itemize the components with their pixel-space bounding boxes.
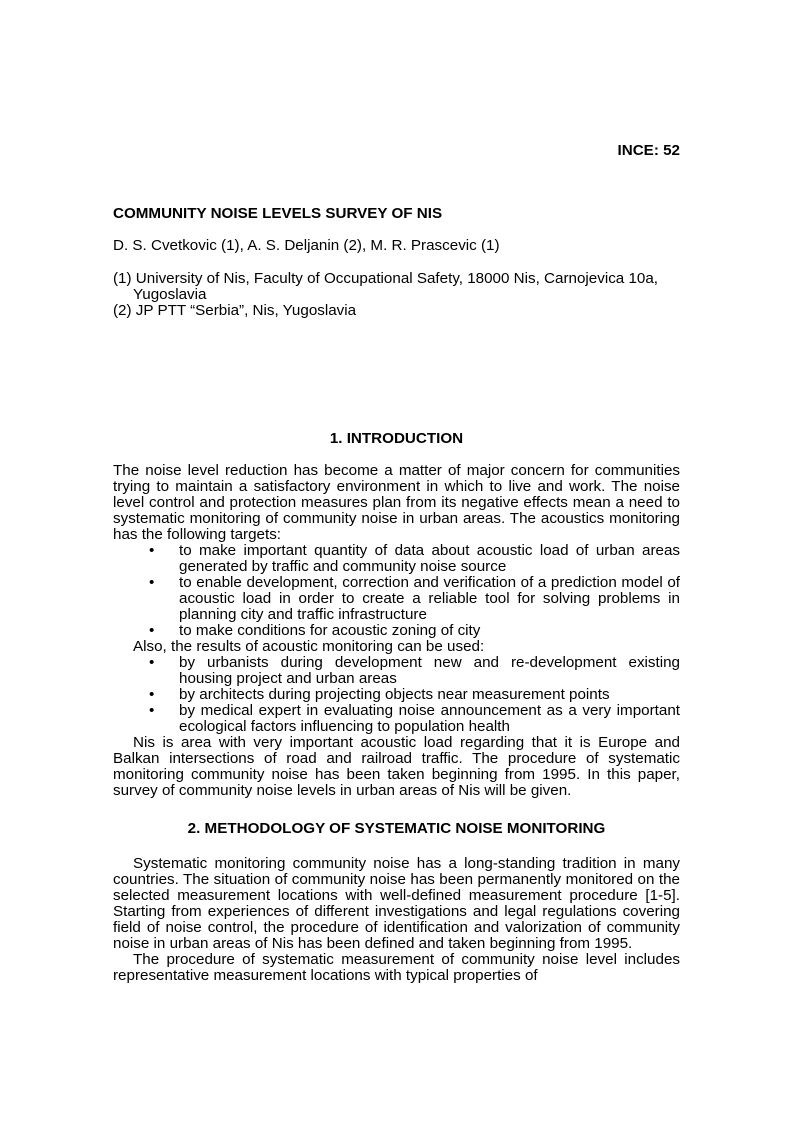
section-heading-introduction: 1. INTRODUCTION — [329, 430, 464, 447]
paper-title: COMMUNITY NOISE LEVELS SURVEY OF NIS — [113, 205, 443, 222]
affiliations — [113, 271, 693, 319]
introduction-closing: Nis is area with very important acoustic load regarding that it is Europe and Balkan intersections of road and railroad traffic. The procedure of systematic monitoring community noise has been taken beginning from 1995. In this paper, survey of community noise levels in urban areas of Nis will be given. — [113, 734, 680, 799]
conference-reference: INCE: 52 — [617, 142, 680, 159]
uses-intro: Also, the results of acoustic monitoring can be used: — [133, 638, 485, 655]
introduction-paragraph: The noise level reduction has become a matter of major concern for communities trying to maintain a satisfactory environment in which to live and work. The noise level control and protection measures plan from its negative effects mean a need to systematic monitoring of community noise in urban areas. The acoustics monitoring has the following targets: — [113, 462, 680, 543]
methodology-body — [113, 856, 680, 984]
bullet-icon: • — [149, 686, 155, 703]
list-item: • by architects during projecting objects near measurement points — [149, 686, 610, 703]
bullet-icon: • — [149, 574, 155, 591]
author-list: D. S. Cvetkovic (1), A. S. Deljanin (2), M. R. Prascevic (1) — [113, 237, 500, 254]
bullet-icon: • — [149, 622, 155, 639]
affiliation-2: (2) JP PTT “Serbia”, Nis, Yugoslavia — [113, 302, 357, 319]
targets-list — [113, 543, 680, 639]
list-item: • by medical expert in evaluating noise announcement as a very important ecological factors influencing to population health — [149, 702, 680, 735]
methodology-paragraph: The procedure of systematic measurement of community noise level includes representative measurement locations with typical properties of — [113, 951, 680, 984]
uses-list — [113, 655, 680, 735]
introduction-body — [113, 463, 680, 799]
list-item: • by urbanists during development new and re-development existing housing project and urban areas — [149, 654, 680, 687]
section-heading-methodology: 2. METHODOLOGY OF SYSTEMATIC NOISE MONITORING — [187, 820, 606, 837]
methodology-paragraph: Systematic monitoring community noise has a long-standing tradition in many countries. The situation of community noise has been permanently monitored on the selected measurement locations with well-defined measurement procedure [1-5]. Starting from experiences of different investigations and legal regulations covering field of noise control, the procedure of identification and valorization of community noise in urban areas of Nis has been defined and taken beginning from 1995. — [113, 855, 680, 952]
list-item: • to make conditions for acoustic zoning of city — [149, 622, 481, 639]
bullet-icon: • — [149, 702, 155, 719]
list-item: • to make important quantity of data about acoustic load of urban areas generated by traffic and community noise source — [149, 542, 680, 575]
affiliation-1: (1) University of Nis, Faculty of Occupational Safety, 18000 Nis, Carnojevica 10a, Yugoslavia — [113, 270, 659, 303]
list-item: • to enable development, correction and verification of a prediction model of acoustic load in order to create a reliable tool for solving problems in planning city and traffic infrastructure — [149, 574, 680, 623]
bullet-icon: • — [149, 654, 155, 671]
bullet-icon: • — [149, 542, 155, 559]
